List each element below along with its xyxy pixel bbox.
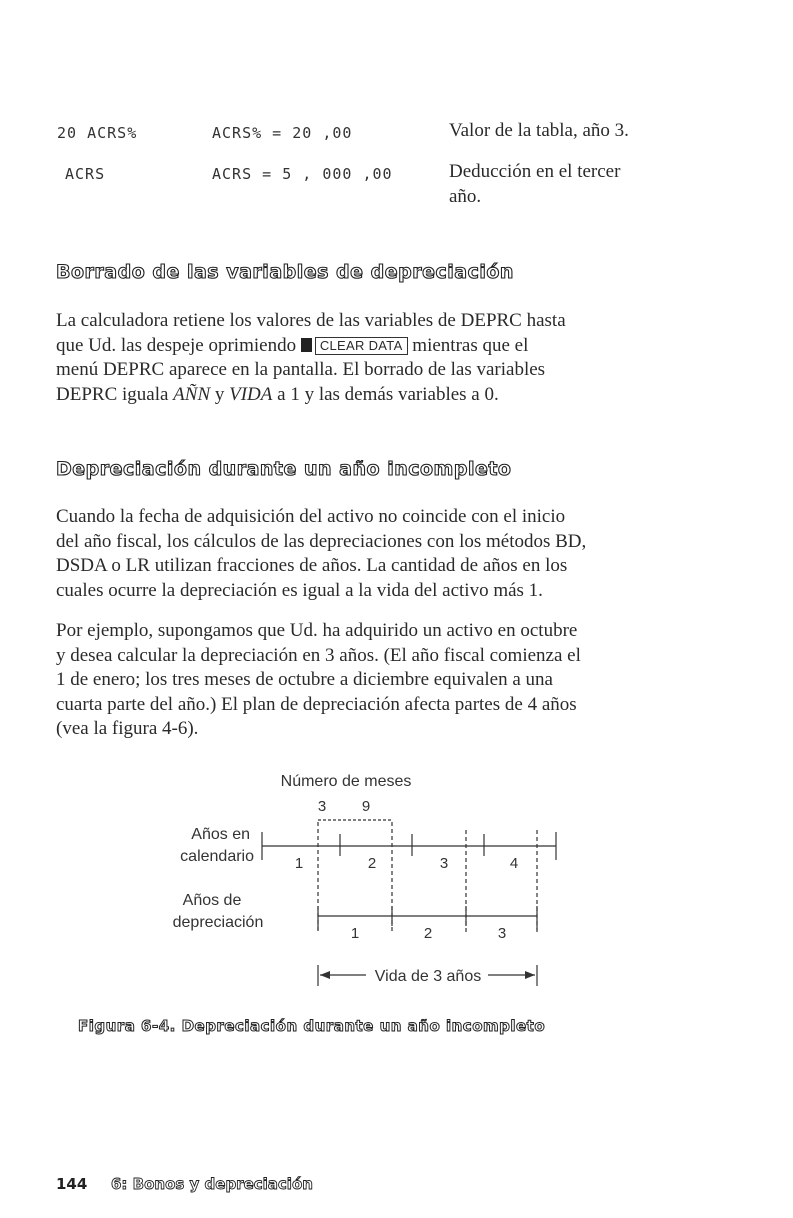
- shift-key-icon: [301, 338, 312, 352]
- depreciation-year: 3: [497, 925, 507, 942]
- calendar-label: Años en: [191, 826, 250, 843]
- table-row-1-key: 20 ACRS%: [57, 124, 138, 142]
- section2-paragraph-2: [56, 619, 671, 742]
- calendar-year: 4: [509, 855, 519, 872]
- depreciation-figure: [0, 760, 793, 1000]
- section1-line: menú DEPRC aparece en la pantalla. El borrado de las variables: [56, 359, 546, 380]
- arrow-left-icon: [320, 971, 330, 979]
- life-label: Vida de 3 años: [374, 968, 482, 985]
- paragraph-line: cuarta parte del año.) El plan de depreciación afecta partes de 4 años: [56, 693, 577, 715]
- table-row-2-desc-line2: año.: [449, 186, 482, 207]
- depreciation-label: Años de: [182, 892, 242, 909]
- variable-vida: VIDA: [229, 383, 273, 405]
- table-row-1-desc: Valor de la tabla, año 3.: [449, 120, 629, 141]
- section-heading-clear-variables: Borrado de las variables de depreciación: [56, 261, 514, 283]
- paragraph-line: DSDA o LR utilizan fracciones de años. La cantidad de años en los: [56, 555, 568, 576]
- paragraph-line: del año fiscal, los cálculos de las depreciaciones con los métodos BD,: [56, 530, 587, 552]
- section1-line: La calculadora retiene los valores de las variables de DEPRC hasta: [56, 310, 566, 331]
- table-row-2-display: ACRS = 5 , 000 ,00: [212, 165, 393, 183]
- table-row-2-key: ACRS: [65, 165, 106, 183]
- section2-paragraph-1: [56, 505, 671, 603]
- page-number: 144: [56, 1175, 88, 1193]
- figure-caption: Figura 6-4. Depreciación durante un año incompleto: [78, 1017, 546, 1035]
- arrow-right-icon: [525, 971, 535, 979]
- paragraph-line: (vea la figura 4-6).: [56, 718, 199, 739]
- clear-data-key: CLEAR DATA: [315, 337, 408, 355]
- section1-line: DEPRC iguala AÑN y VIDA a 1 y las demás variables a 0.: [56, 383, 499, 405]
- section1-line: que Ud. las despeje oprimiendo CLEAR DATA mientras que el: [56, 334, 529, 356]
- paragraph-line: y desea calcular la depreciación en 3 años. (El año fiscal comienza el: [56, 644, 581, 666]
- figure-title: Número de meses: [280, 773, 412, 790]
- table-row-1-display: ACRS% = 20 ,00: [212, 124, 353, 142]
- depreciation-year: 1: [350, 925, 360, 942]
- calendar-year: 1: [294, 855, 304, 872]
- paragraph-line: cuales ocurre la depreciación es igual a la vida del activo más 1.: [56, 579, 543, 601]
- calendar-year: 3: [439, 855, 449, 872]
- section1-paragraph: [56, 309, 671, 407]
- variable-ann: AÑN: [173, 383, 211, 405]
- calendar-year: 2: [367, 855, 377, 872]
- section-heading-partial-year: Depreciación durante un año incompleto: [56, 458, 512, 480]
- month-label: 3: [317, 798, 327, 815]
- chapter-title: 6: Bonos y depreciación: [111, 1175, 313, 1193]
- month-label: 9: [361, 798, 371, 815]
- paragraph-line: Cuando la fecha de adquisición del activo no coincide con el inicio: [56, 506, 566, 527]
- paragraph-line: Por ejemplo, supongamos que Ud. ha adquirido un activo en octubre: [56, 620, 578, 641]
- depreciation-label: depreciación: [172, 914, 264, 931]
- calendar-label: calendario: [180, 848, 254, 865]
- table-row-2-desc-line1: Deducción en el tercer: [449, 161, 621, 182]
- paragraph-line: 1 de enero; los tres meses de octubre a diciembre equivalen a una: [56, 669, 553, 690]
- depreciation-year: 2: [423, 925, 433, 942]
